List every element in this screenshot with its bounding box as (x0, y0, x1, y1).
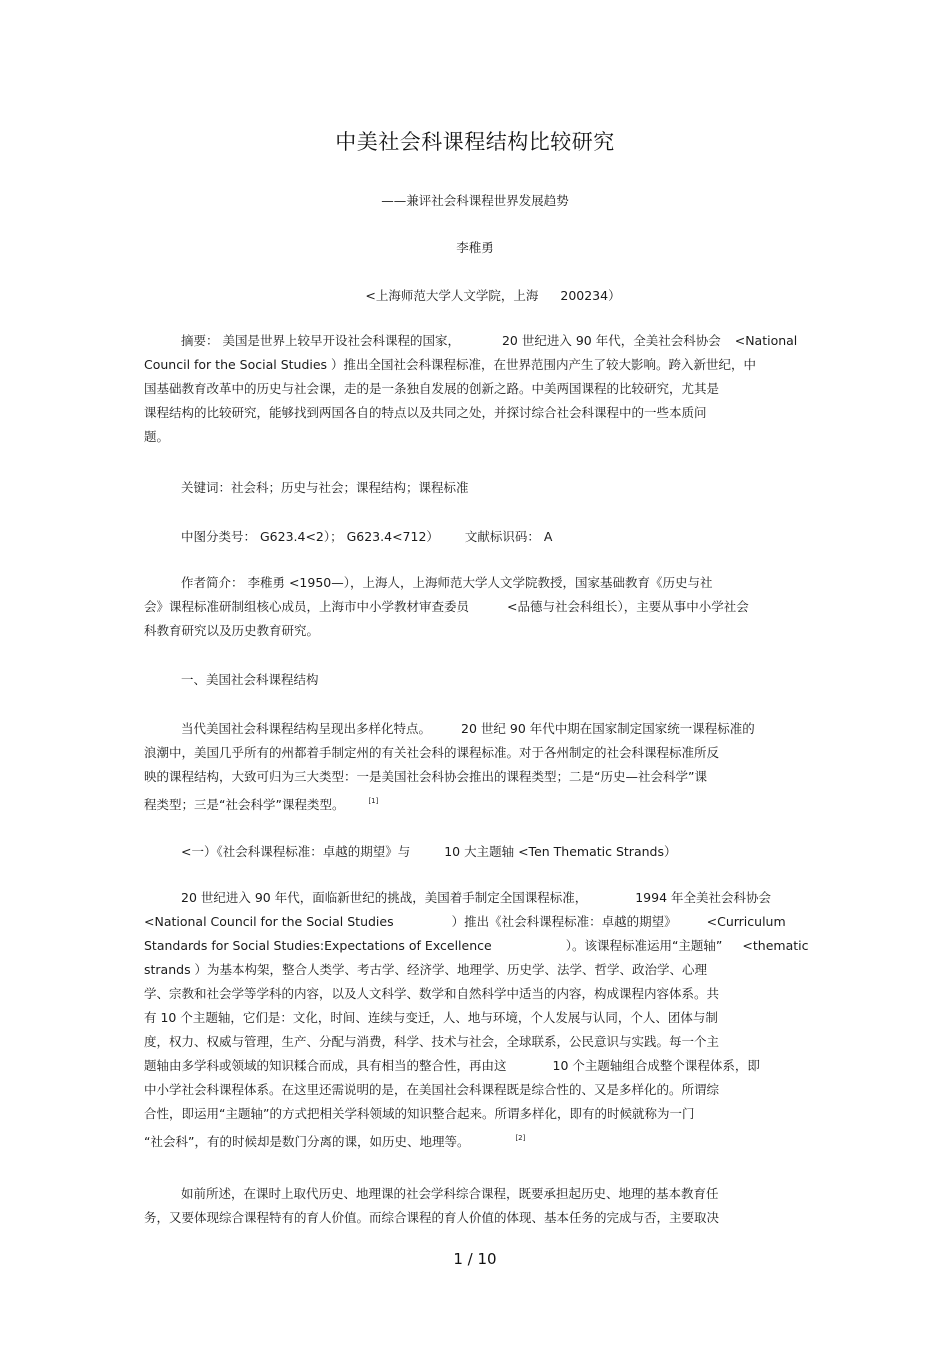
author-bio-paragraph: 作者简介： 李稚勇 <1950—），上海人，上海师范大学人文学院教授，国家基础教育《历史与社 会》课程标准研制组核心成员，上海市中小学教材审查委员 <品德与社会科组长），主要从事中小学社会 科教育研究以及历史教育研究。 (144, 575, 749, 638)
subsection-heading: <一）《社会科课程标准：卓越的期望》与 10 大主题轴 <Ten Thematic Strands） (181, 844, 677, 859)
body-paragraph-3: 如前所述，在课时上取代历史、地理课的社会学科综合课程，既要承担起历史、地理的基本教育任 务，又要体现综合课程特有的育人价值。而综合课程的育人价值的体现、基本任务的完成与否，主要取决 (144, 1186, 720, 1225)
keywords-line: 关键词：社会科；历史与社会；课程结构；课程标准 (181, 480, 469, 495)
page-title: 中美社会科课程结构比较研究 (335, 130, 615, 154)
footnote-ref: [2] (515, 1134, 526, 1142)
subtitle: ——兼评社会科课程世界发展趋势 (381, 193, 569, 208)
author-name: 李稚勇 (456, 240, 494, 255)
classification-line: 中图分类号： G623.4<2）； G623.4<712） 文献标识码： A (181, 529, 553, 544)
body-paragraph-2: 20 世纪进入 90 年代，面临新世纪的挑战，美国着手制定全国课程标准， 1994 年全美社会科协会 <National Council for the Social Studies ）推出《社会科课程标准：卓越的期望》 <Curriculum Standards for Social Studies:Expectations of Excellence ）。该课程标准运用“主题轴” <thematic strands ）为基本构架，整合人类学、考古学、经济学、地理学、历史学、法学、哲学、政治学、心理 学、宗教和社会学等学科的内容，以及人文科学、数学和自然科学中适当的内容，构成课程内容体系。共 有 10 个主题轴，它们是：文化，时间、连续与变迁，人、地与环境，个人发展与认同，个人、团体与制 度，权力、权威与管理，生产、分配与消费，科学、技术与社会，全球联系，公民意识与实践。每一个主 题轴由多学科或领域的知识糅合而成，具有相当的整合性，再由这 10 个主题轴组合成整个课程体系，即 中小学社会科课程体系。在这里还需说明的是，在美国社会科课程既是综合性的、又是多样化的。所谓综 合性，即运用“主题轴”的方式把相关学科领域的知识整合起来。所谓多样化，即有的时候就称为一门 “社会科”，有的时候却是数门分离的课，如历史、地理等。 [2] (144, 890, 809, 1149)
abstract-paragraph: 摘要： 美国是世界上较早开设社会科课程的国家， 20 世纪进入 90 年代，全美社会科协会 <National Council for the Social Studies ）推出全国社会科课程标准，在世界范围内产生了较大影响。跨入新世纪，中 国基础教育改革中的历史与社会课，走的是一条独自发展的创新之路。中美两国课程的比较研究，尤其是 课程结构的比较研究，能够找到两国各自的特点以及共同之处，并探讨综合社会科课程中的一些本质问 题。 (144, 333, 798, 444)
author-affiliation: <上海师范大学人文学院，上海 200234） (365, 288, 621, 303)
body-paragraph-1: 当代美国社会科课程结构呈现出多样化特点。 20 世纪 90 年代中期在国家制定国家统一课程标准的 浪潮中，美国几乎所有的州都着手制定州的有关社会科的课程标准。对于各州制定的社会科课程标准所反 映的课程结构，大致可归为三大类型：一是美国社会科协会推出的课程类型；二是“历史—社会科学”课 程类型；三是“社会科学”课程类型。 [1] (144, 721, 755, 812)
section-heading: 一、美国社会科课程结构 (181, 672, 319, 687)
footnote-ref: [1] (368, 797, 379, 805)
page-number: 1 / 10 (453, 1250, 497, 1268)
